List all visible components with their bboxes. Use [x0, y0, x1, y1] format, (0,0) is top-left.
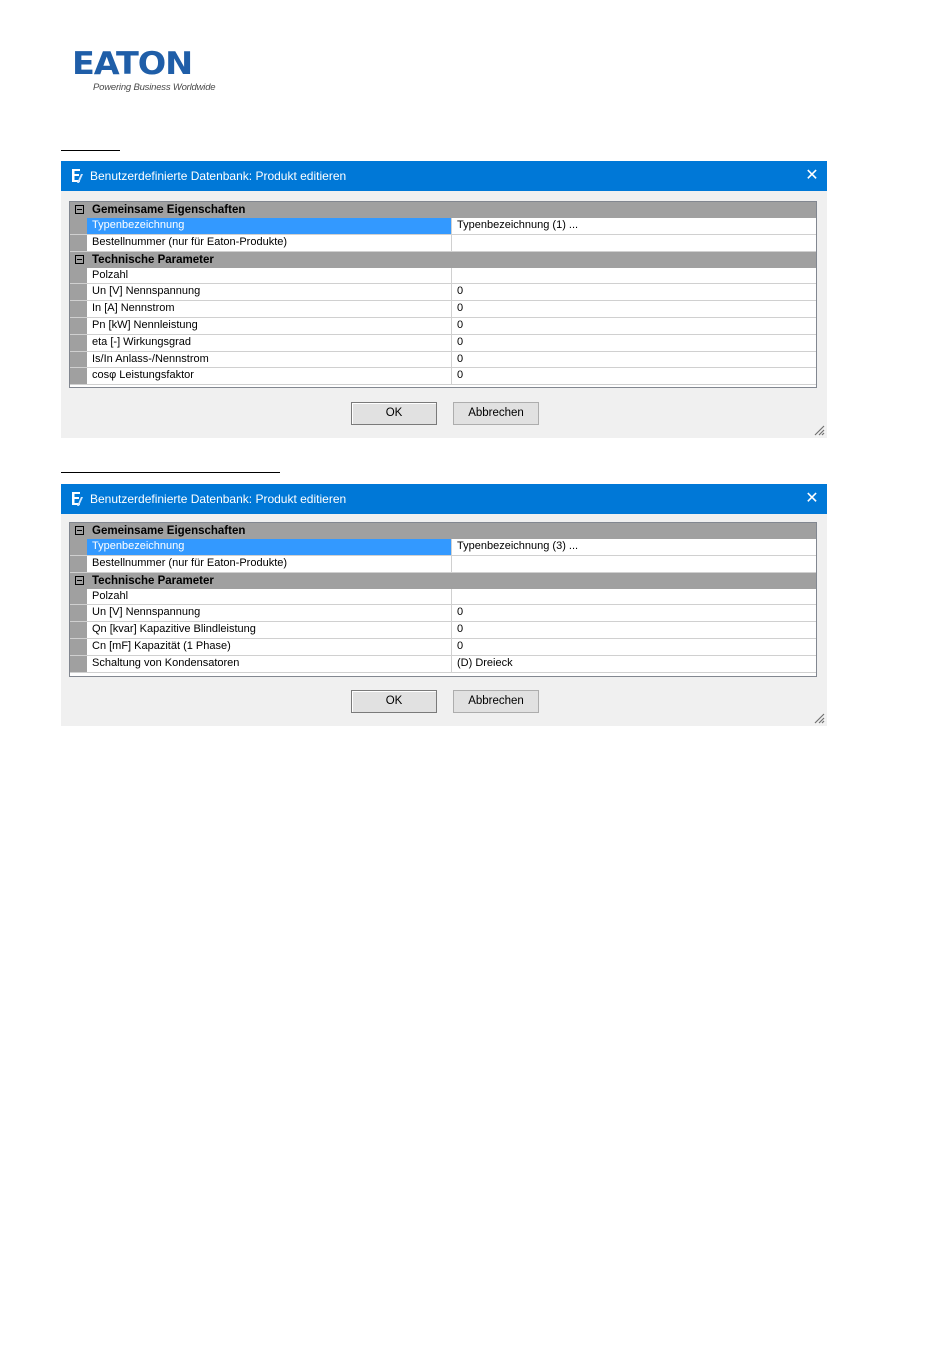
property-value[interactable] — [452, 268, 816, 284]
category-row-technical[interactable] — [70, 573, 816, 589]
resize-grip-icon[interactable] — [814, 425, 825, 436]
property-value[interactable] — [452, 556, 816, 572]
property-row[interactable] — [70, 335, 816, 352]
title-bar — [61, 484, 827, 514]
logo-tagline: Powering Business Worldwide — [93, 82, 216, 93]
collapse-icon[interactable] — [75, 526, 84, 535]
property-row[interactable] — [70, 368, 816, 385]
property-row-bestellnummer[interactable] — [70, 235, 816, 252]
edit-product-dialog-1 — [61, 161, 827, 438]
property-name: Qn [kvar] Kapazitive Blindleistung — [87, 622, 452, 638]
ok-button[interactable]: OK — [351, 690, 437, 713]
heading-underline — [61, 472, 280, 473]
property-value[interactable] — [452, 589, 816, 605]
property-row[interactable] — [70, 352, 816, 369]
property-row[interactable] — [70, 301, 816, 318]
collapse-icon[interactable] — [75, 255, 84, 264]
property-row[interactable] — [70, 268, 816, 285]
property-row[interactable] — [70, 605, 816, 622]
ok-button[interactable]: OK — [351, 402, 437, 425]
property-name: Polzahl — [87, 589, 452, 605]
property-value[interactable]: 0 — [457, 623, 464, 636]
category-row-common[interactable] — [70, 202, 816, 218]
property-value[interactable]: 0 — [457, 335, 464, 348]
property-row[interactable] — [70, 639, 816, 656]
property-row-typenbezeichnung[interactable] — [70, 539, 816, 556]
property-row-bestellnummer[interactable] — [70, 556, 816, 573]
property-value[interactable]: Typenbezeichnung (1) ... — [457, 219, 579, 231]
resize-grip-icon[interactable] — [814, 713, 825, 724]
property-value[interactable]: 0 — [457, 285, 464, 298]
property-name: Un [V] Nennspannung — [87, 605, 452, 621]
property-name: Is/In Anlass-/Nennstrom — [87, 352, 452, 368]
property-value[interactable] — [452, 235, 816, 251]
property-name: Cn [mF] Kapazität (1 Phase) — [87, 639, 452, 655]
category-row-common[interactable] — [70, 523, 816, 539]
property-grid[interactable] — [69, 201, 817, 388]
logo-wordmark: EATON — [72, 46, 193, 82]
property-value[interactable]: 0 — [457, 369, 464, 382]
property-row[interactable] — [70, 656, 816, 673]
app-icon — [69, 491, 85, 507]
category-label: Gemeinsame Eigenschaften — [92, 525, 246, 537]
category-row-technical[interactable] — [70, 252, 816, 268]
collapse-icon[interactable] — [75, 205, 84, 214]
property-name: Typenbezeichnung — [87, 218, 452, 234]
property-name: cosφ Leistungsfaktor — [87, 368, 452, 384]
app-icon — [69, 168, 85, 184]
property-row[interactable] — [70, 622, 816, 639]
property-name: Polzahl — [87, 268, 452, 284]
dialog-title: Benutzerdefinierte Datenbank: Produkt editieren — [90, 169, 347, 183]
cancel-button[interactable]: Abbrechen — [453, 402, 539, 425]
property-name: Un [V] Nennspannung — [87, 284, 452, 300]
property-value[interactable]: 0 — [457, 318, 464, 331]
close-icon[interactable]: ✕ — [805, 165, 819, 184]
collapse-icon[interactable] — [75, 576, 84, 585]
property-name: eta [-] Wirkungsgrad — [87, 335, 452, 351]
heading-underline — [61, 150, 120, 151]
property-row[interactable] — [70, 284, 816, 301]
property-name: In [A] Nennstrom — [87, 301, 452, 317]
property-row-typenbezeichnung[interactable] — [70, 218, 816, 235]
property-value[interactable]: 0 — [457, 352, 464, 365]
property-grid[interactable] — [69, 522, 817, 677]
property-name: Schaltung von Kondensatoren — [87, 656, 452, 672]
eaton-logo — [72, 46, 216, 96]
edit-product-dialog-2 — [61, 484, 827, 726]
title-bar — [61, 161, 827, 191]
property-name: Typenbezeichnung — [87, 539, 452, 555]
category-label: Technische Parameter — [92, 574, 214, 587]
property-value[interactable]: 0 — [457, 639, 464, 652]
category-label: Technische Parameter — [92, 253, 214, 266]
property-value[interactable]: 0 — [457, 606, 464, 619]
property-name: Pn [kW] Nennleistung — [87, 318, 452, 334]
category-label: Gemeinsame Eigenschaften — [92, 204, 246, 216]
dialog-title: Benutzerdefinierte Datenbank: Produkt editieren — [90, 492, 347, 506]
property-value[interactable]: (D) Dreieck — [457, 656, 513, 669]
property-name: Bestellnummer (nur für Eaton-Produkte) — [87, 556, 452, 572]
close-icon[interactable]: ✕ — [805, 488, 819, 507]
property-row[interactable] — [70, 318, 816, 335]
property-value[interactable]: 0 — [457, 302, 464, 315]
property-value[interactable]: Typenbezeichnung (3) ... — [457, 540, 579, 552]
property-row[interactable] — [70, 589, 816, 606]
property-name: Bestellnummer (nur für Eaton-Produkte) — [87, 235, 452, 251]
cancel-button[interactable]: Abbrechen — [453, 690, 539, 713]
